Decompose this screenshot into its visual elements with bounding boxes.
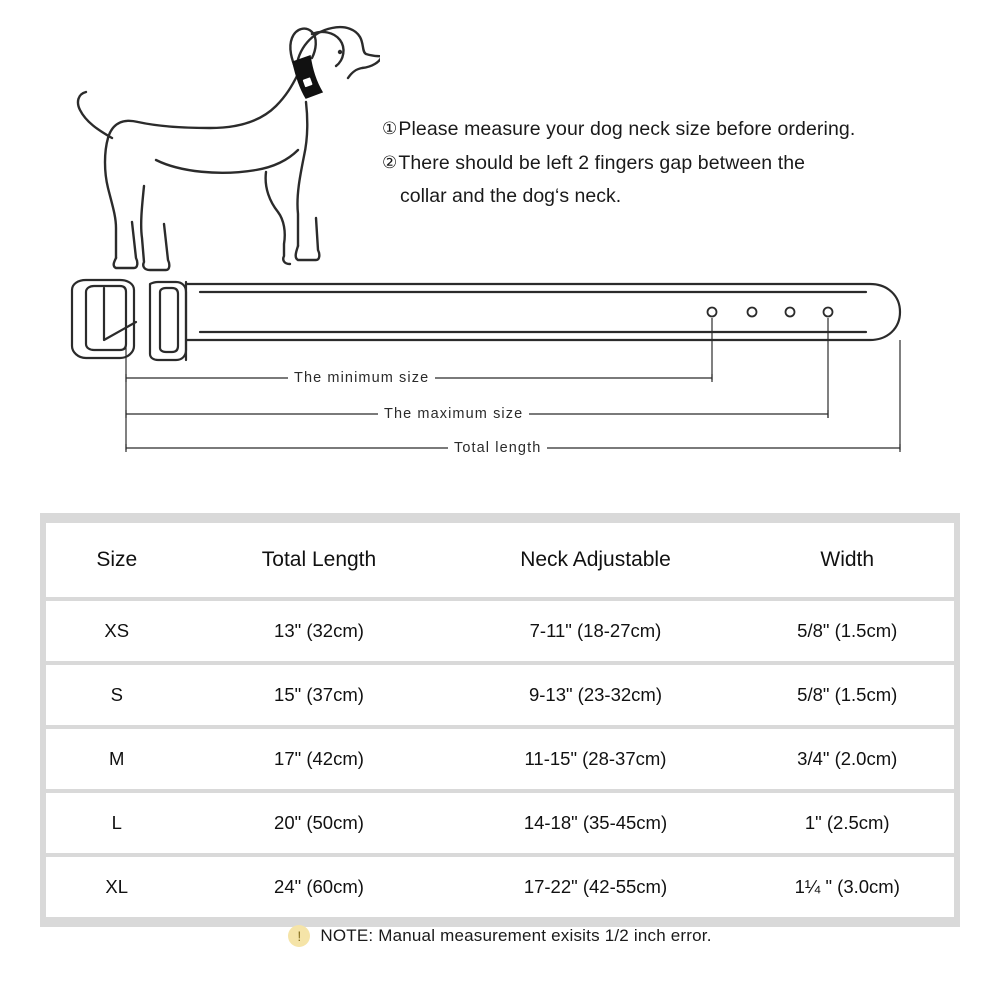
table-header-row xyxy=(46,523,954,597)
instruction-item-2 xyxy=(382,146,942,180)
column-header-neck-adjustable: Neck Adjustable xyxy=(450,523,740,597)
column-header-width: Width xyxy=(740,523,954,597)
cell-width: 1" (2.5cm) xyxy=(740,793,954,853)
instruction-text-2: There should be left 2 fingers gap between the xyxy=(398,152,806,174)
header-illustration-area xyxy=(0,0,1000,280)
table-row xyxy=(46,857,954,917)
exclamation-icon: ! xyxy=(288,925,310,947)
collar-holes xyxy=(708,308,833,317)
cell-neck-adjustable: 7-11" (18-27cm) xyxy=(450,601,740,661)
cell-width: 5/8" (1.5cm) xyxy=(740,601,954,661)
cell-width: 5/8" (1.5cm) xyxy=(740,665,954,725)
cell-neck-adjustable: 11-15" (28-37cm) xyxy=(450,729,740,789)
size-chart-table-wrapper xyxy=(40,513,960,927)
instruction-item-1 xyxy=(382,112,942,146)
column-header-size: Size xyxy=(46,523,187,597)
cell-neck-adjustable: 14-18" (35-45cm) xyxy=(450,793,740,853)
cell-total-length: 17" (42cm) xyxy=(187,729,450,789)
dimension-lines xyxy=(126,318,900,452)
instruction-marker-2: ② xyxy=(382,153,398,172)
collar-band-illustration xyxy=(293,56,322,98)
cell-size: XS xyxy=(46,601,187,661)
cell-neck-adjustable: 9-13" (23-32cm) xyxy=(450,665,740,725)
label-minimum-size: The minimum size xyxy=(288,370,435,386)
cell-total-length: 20" (50cm) xyxy=(187,793,450,853)
cell-size: L xyxy=(46,793,187,853)
cell-size: M xyxy=(46,729,187,789)
instruction-marker-1: ① xyxy=(382,119,398,138)
cell-total-length: 15" (37cm) xyxy=(187,665,450,725)
table-row xyxy=(46,729,954,789)
note-text: NOTE: Manual measurement exisits 1/2 inch error. xyxy=(320,926,712,945)
instruction-text-1: Please measure your dog neck size before ordering. xyxy=(398,118,856,140)
cell-width: 1¼ " (3.0cm) xyxy=(740,857,954,917)
table-row xyxy=(46,601,954,661)
cell-neck-adjustable: 17-22" (42-55cm) xyxy=(450,857,740,917)
size-chart-table xyxy=(46,519,954,921)
cell-width: 3/4" (2.0cm) xyxy=(740,729,954,789)
cell-size: XL xyxy=(46,857,187,917)
collar-diagram xyxy=(0,270,1000,480)
note-row xyxy=(0,925,1000,947)
dog-illustration xyxy=(60,10,380,275)
label-total-length: Total length xyxy=(448,440,547,456)
cell-size: S xyxy=(46,665,187,725)
instructions-list xyxy=(382,112,942,212)
cell-total-length: 24" (60cm) xyxy=(187,857,450,917)
instruction-text-2-continuation: collar and the dog‘s neck. xyxy=(400,185,622,207)
cell-total-length: 13" (32cm) xyxy=(187,601,450,661)
label-maximum-size: The maximum size xyxy=(378,406,529,422)
table-row xyxy=(46,665,954,725)
column-header-total-length: Total Length xyxy=(187,523,450,597)
table-row xyxy=(46,793,954,853)
